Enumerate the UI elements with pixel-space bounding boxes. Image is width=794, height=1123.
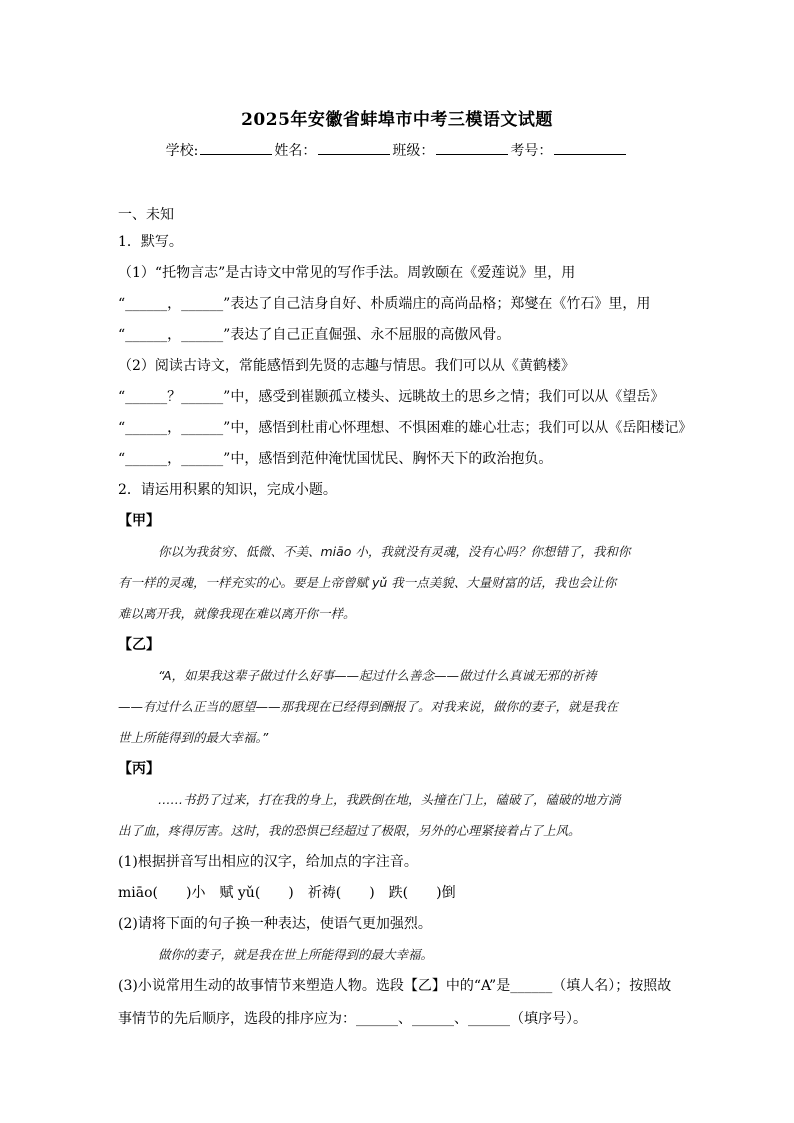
exam-number-blank[interactable] bbox=[554, 140, 626, 155]
passage-yi-line-3: 世上所能得到的最大幸福。” bbox=[118, 730, 269, 745]
q2-sub3-line-1: (3)小说常用生动的故事情节来塑造人物。选段【乙】中的“A”是______（填人名）；按照故 bbox=[118, 978, 672, 994]
q1-line-6: “______，______”中，感悟到杜甫心怀理想、不惧困难的雄心壮志；我们可以从《岳阳楼记》 bbox=[118, 420, 693, 436]
passage-bing-line-1: ……书扔了过来，打在我的身上，我跌倒在地，头撞在门上，磕破了，磕破的地方淌 bbox=[158, 792, 621, 807]
q2-sub2-sentence: 做你的妻子，就是我在世上所能得到的最大幸福。 bbox=[158, 947, 434, 962]
class-blank[interactable] bbox=[436, 140, 508, 155]
q2-sub2: (2)请将下面的句子换一种表达，使语气更加强烈。 bbox=[118, 916, 432, 932]
q1-line-2: “______，______”表达了自己洁身自好、朴质端庄的高尚品格；郑燮在《竹石》里，用 bbox=[118, 296, 651, 312]
q1-line-3: “______，______”表达了自己正直倔强、永不屈服的高傲风骨。 bbox=[118, 327, 511, 343]
q1-heading: 1．默写。 bbox=[118, 234, 183, 250]
q1-line-1: （1）“托物言志”是古诗文中常见的写作手法。周敦颐在《爱莲说》里，用 bbox=[118, 265, 576, 281]
passage-yi-line-2: ——有过什么正当的愿望——那我现在已经得到酬报了。对我来说，做你的妻子，就是我在 bbox=[118, 699, 619, 714]
passage-jia-line-2: 有一样的灵魂，一样充实的心。要是上帝曾赋 yǔ 我一点美貌、大量财富的话，我也会让你 bbox=[118, 575, 617, 590]
name-label: 姓名： bbox=[274, 143, 317, 159]
passage-jia-line-1: 你以为我贫穷、低微、不美、miāo 小，我就没有灵魂，没有心吗？你想错了，我和你 bbox=[158, 544, 631, 559]
q2-sub3-line-2: 事情节的先后顺序，选段的排序应为：______、______、______（填序号）。 bbox=[118, 1011, 587, 1027]
q1-line-7: “______，______”中，感悟到范仲淹忧国忧民、胸怀天下的政治抱负。 bbox=[118, 451, 553, 467]
passage-jia-label: 【甲】 bbox=[118, 513, 160, 529]
q1-line-5: “______？______”中，感受到崔颢孤立楼头、远眺故土的思乡之情；我们可以从《望岳》 bbox=[118, 389, 665, 405]
name-blank[interactable] bbox=[318, 140, 390, 155]
page-title: 2025年安徽省蚌埠市中考三模语文试题 bbox=[241, 110, 553, 130]
school-label: 学校: bbox=[165, 143, 199, 159]
passage-yi-label: 【乙】 bbox=[118, 637, 160, 653]
section-heading: 一、未知 bbox=[118, 207, 174, 223]
passage-jia-line-3: 难以离开我，就像我现在难以离开你一样。 bbox=[118, 606, 356, 621]
q1-line-4: （2）阅读古诗文，常能感悟到先贤的志趣与情思。我们可以从《黄鹤楼》 bbox=[118, 358, 575, 374]
passage-bing-line-2: 出了血，疼得厉害。这时，我的恐惧已经超过了极限，另外的心理紧接着占了上风。 bbox=[118, 823, 581, 838]
class-label: 班级： bbox=[392, 143, 435, 159]
passage-bing-label: 【丙】 bbox=[118, 761, 160, 777]
q2-heading: 2．请运用积累的知识，完成小题。 bbox=[118, 482, 337, 498]
passage-yi-line-1: “A，如果我这辈子做过什么好事——起过什么善念——做过什么真诚无邪的祈祷 bbox=[158, 668, 597, 683]
student-info-row bbox=[0, 140, 794, 160]
exam-number-label: 考号： bbox=[510, 143, 553, 159]
school-blank[interactable] bbox=[200, 140, 272, 155]
q2-sub1: (1)根据拼音写出相应的汉字，给加点的字注音。 bbox=[118, 854, 418, 870]
q2-sub1-items: miāo( )小 赋 yǔ( ) 祈祷( ) 跌( )倒 bbox=[118, 885, 456, 901]
